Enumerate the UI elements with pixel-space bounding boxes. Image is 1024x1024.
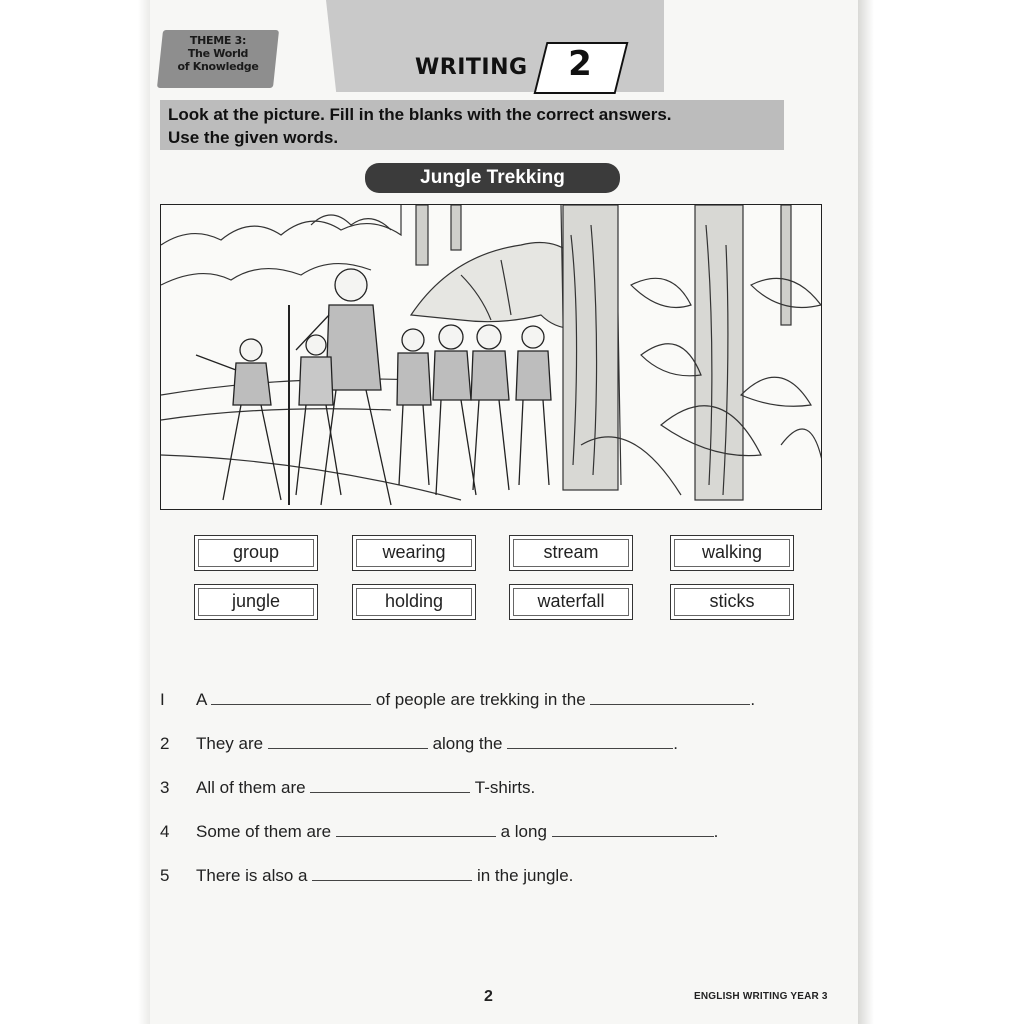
answer-blank[interactable] — [310, 778, 470, 793]
word-box-group — [194, 535, 318, 571]
question-number: 5 — [160, 866, 170, 885]
question-text: All of them are — [196, 778, 306, 797]
instructions-line-2: Use the given words. — [168, 128, 339, 147]
picture-title: Jungle Trekking — [365, 163, 620, 193]
word-label: holding — [384, 591, 444, 611]
answer-blank[interactable] — [268, 734, 428, 749]
word-box-sticks — [670, 584, 794, 620]
question-text: . — [713, 822, 719, 841]
question-text: T-shirts. — [474, 778, 536, 797]
question-number: 2 — [160, 734, 170, 753]
answer-blank[interactable] — [552, 822, 714, 837]
word-box-waterfall — [509, 584, 633, 620]
question-text: along the — [432, 734, 503, 753]
theme-line-1: THEME 3: — [189, 34, 247, 47]
question-text: They are — [196, 734, 264, 753]
section-title: WRITING — [415, 55, 528, 80]
answer-blank[interactable] — [507, 734, 673, 749]
book-title: ENGLISH WRITING YEAR 3 — [694, 991, 828, 1002]
word-label: sticks — [709, 591, 755, 611]
instructions-line-1: Look at the picture. Fill in the blanks with the correct answers. — [168, 105, 672, 124]
theme-line-2: The World — [187, 47, 249, 60]
question-text: in the jungle. — [476, 866, 574, 885]
theme-label — [160, 34, 276, 73]
jungle-scene-drawing — [161, 205, 822, 510]
question-number: 3 — [160, 778, 170, 797]
page-edge-right — [858, 0, 874, 1024]
word-box-wearing — [352, 535, 476, 571]
page-number: 2 — [484, 988, 493, 1005]
word-box-jungle — [194, 584, 318, 620]
section-number: 2 — [568, 44, 592, 84]
answer-blank[interactable] — [590, 690, 750, 705]
question-text: . — [673, 734, 678, 753]
word-box-stream — [509, 535, 633, 571]
question-text: of people are trekking in the — [375, 690, 586, 709]
answer-blank[interactable] — [312, 866, 472, 881]
answer-blank[interactable] — [211, 690, 371, 705]
question-text: Some of them are — [196, 822, 332, 841]
word-label: jungle — [231, 591, 281, 611]
question-text: There is also a — [196, 866, 308, 885]
word-label: wearing — [382, 542, 446, 562]
word-label: waterfall — [537, 591, 605, 611]
question-text: . — [750, 690, 756, 709]
word-label: stream — [543, 542, 599, 562]
word-box-walking — [670, 535, 794, 571]
word-label: walking — [701, 542, 763, 562]
word-box-holding — [352, 584, 476, 620]
word-label: group — [232, 542, 280, 562]
instructions — [160, 100, 784, 150]
question-number: 4 — [160, 822, 170, 841]
question-text: A — [196, 690, 207, 709]
question-text: a long — [500, 822, 547, 841]
answer-blank[interactable] — [336, 822, 496, 837]
jungle-trekking-illustration — [160, 204, 822, 510]
theme-line-3: of Knowledge — [177, 60, 259, 73]
question-number: I — [160, 690, 165, 709]
